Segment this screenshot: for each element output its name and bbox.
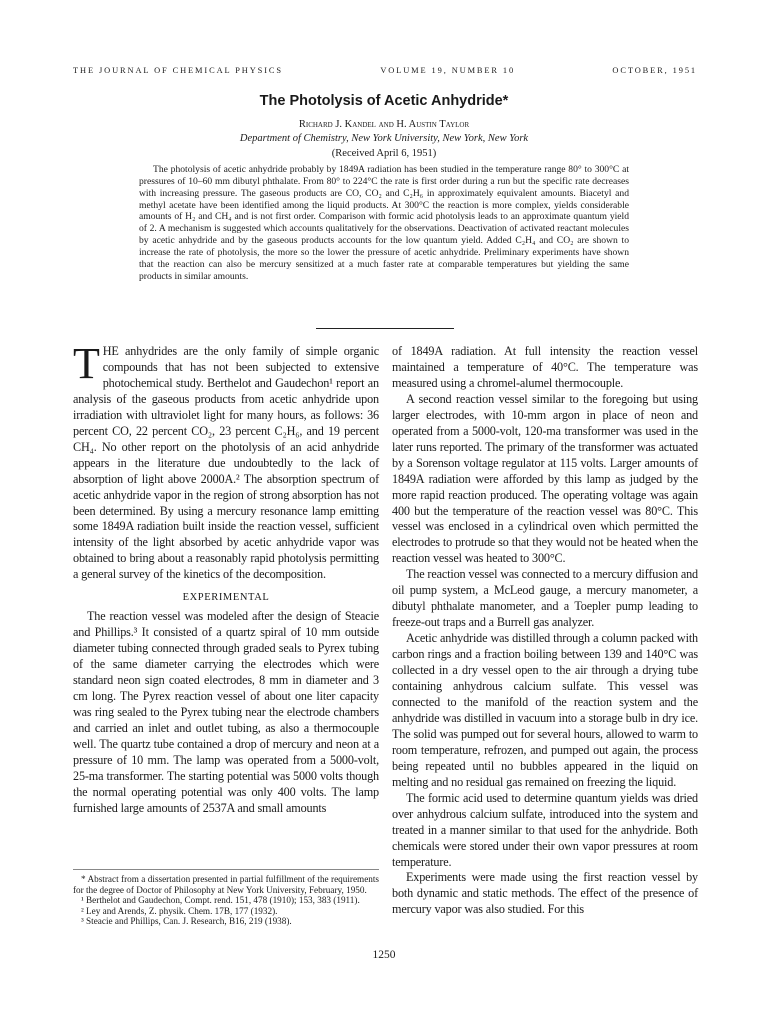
article-authors: Richard J. Kandel and H. Austin Taylor	[298, 119, 470, 130]
experimental-paragraph: The reaction vessel was modeled after the design of Steacie and Phillips.³ It consisted of a quartz spiral of 10 mm outside diameter tubing connected through graded seals to Pyrex tubing of the same diameter carrying the electrodes which were standard neon sign coated electrodes, 8 mm in diameter and 3 cm long. The Pyrex reaction vessel of about one liter capacity was ring sealed to the Pyrex tubing near the electrode chambers and carried an inlet and outlet tubing, as also a thermocouple well. The quartz tube contained a drop of mercury and neon at a pressure of 10 mm. The lamp was operated from a 5000-volt, 25-ma transformer. The starting potential was 5000 volts though the normal operating potential was only 400 volts. The lamp furnished large amounts of 2537A and small amounts	[73, 609, 379, 815]
footnote-1: ¹ Berthelot and Gaudechon, Compt. rend. 151, 478 (1910); 153, 383 (1911).	[81, 895, 360, 905]
paragraph-anhydride-prep: Acetic anhydride was distilled through a column packed with carbon rings and a fraction boiling between 139 and 140°C was collected in a dry vessel open to the air through a drying tube containing anhydrous calcium sulfate. This vessel was connected to the manifold of the reaction system and the anhydride was distilled in vacuum into a storage bulb in dry ice. The solid was pumped out for several hours, allowed to warm to room temperature, refrozen, and pumped out again, the process being repeated until no bubbles appeared in the liquid on melting and no residual gas remained on freezing the liquid.	[392, 631, 698, 789]
drop-cap: T	[73, 339, 100, 388]
intro-paragraph	[73, 339, 379, 583]
page-number: 1250	[372, 949, 396, 961]
article-title: The Photolysis of Acetic Anhydride*	[259, 93, 509, 109]
paragraph-pump-system: The reaction vessel was connected to a mercury diffusion and oil pump system, a McLeod gauge, a mercury manometer, a dibutyl phthalate manometer, and a Toepler pump leading to freeze-out traps and a Burrell gas analyzer.	[392, 567, 698, 630]
left-column	[73, 339, 379, 817]
footnote-3: ³ Steacie and Phillips, Can. J. Research, B16, 219 (1938).	[81, 916, 292, 926]
paragraph-continued: of 1849A radiation. At full intensity the reaction vessel maintained a temperature of 40°C. The temperature was measured using a chromel-alumel thermocouple.	[392, 344, 698, 390]
footnote-rule	[73, 869, 379, 870]
paragraph-formic-acid: The formic acid used to determine quantum yields was dried over anhydrous calcium sulfate, introduced into the system and treated in a manner similar to that used for the anhydride. Both chemicals were stored under their own vapor pressures at room temperature.	[392, 790, 698, 869]
section-divider	[316, 328, 454, 329]
paragraph-experiments: Experiments were made using the first reaction vessel by both dynamic and static methods. The effect of the presence of mercury vapor was also studied. For this	[392, 870, 698, 917]
running-head	[73, 66, 697, 75]
journal-name: THE JOURNAL OF CHEMICAL PHYSICS	[73, 66, 283, 75]
intro-text: HE anhydrides are the only family of simple organic compounds that has not been subjected to extensive photochemical study. Berthelot and Gaudechon¹ report an analysis of the gaseous products from acetic anhydride upon irradiation with ultraviolet light for many hours, as follows: 36 percent CO, 22 percent CO₂, 23 percent C₂H₆, and 19 percent CH₄. No other report on the photolysis of an acid anhydride appears in the literature due undoubtedly to the lack of absorption of light above 2000A.² The absorption spectrum of acetic anhydride vapor in the region of strong absorption has not been determined. By using a mercury resonance lamp emitting some 1849A radiation built inside the reaction vessel, sufficient intensity of the light absorbed by acetic anhydride vapor was obtained to bring about a reasonably rapid photolysis permitting a general survey of the kinetics of the decomposition.	[73, 344, 379, 582]
volume-number: VOLUME 19, NUMBER 10	[380, 66, 516, 75]
footnote-2: ² Ley and Arends, Z. physik. Chem. 17B, 177 (1932).	[81, 905, 278, 916]
footnotes	[73, 869, 379, 927]
received-date: (Received April 6, 1951)	[331, 148, 437, 159]
right-column	[392, 344, 698, 918]
issue-date: OCTOBER, 1951	[612, 66, 697, 75]
footnote-star: * Abstract from a dissertation presented in partial fulfillment of the requirements for the degree of Doctor of Philosophy at New York University, February, 1950.	[73, 874, 379, 895]
author-affiliation: Department of Chemistry, New York University, New York, New York	[239, 133, 529, 144]
section-heading-experimental: EXPERIMENTAL	[182, 592, 270, 604]
abstract: The photolysis of acetic anhydride probably by 1849A radiation has been studied in the temperature range 80° to 300°C at pressures of 10–60 mm dibutyl phthalate. From 80° to 224°C the rate is first order during a run but the specific rate decreases with increasing pressure. The gaseous products are CO, CO₂ and C₂H₆ in approximately equivalent amounts. Biacetyl and methyl acetate have been identified among the liquid products. At 300°C the reaction is more complex, yields considerable amounts of H₂ and CH₄ and is not first order. Comparison with formic acid photolysis leads to an approximate quantum yield of 2. A mechanism is suggested which accounts qualitatively for the observations. Deactivation of activated reactant molecules by acetic anhydride and by the gaseous products accounts for the low quantum yield. Added C₂H₄ and CO₂ are shown to increase the rate of photolysis, the more so the lower the pressure of acetic anhydride. Preliminary experiments have shown that the reaction can also be mercury sensitized at a much faster rate at comparable temperatures but yielding the same products in similar amounts.	[139, 164, 629, 282]
paragraph-second-vessel: A second reaction vessel similar to the foregoing but using larger electrodes, with 10-mm argon in place of neon and operated from a 5000-volt, 120-ma transformer was used in the later runs reported. The primary of the transformer was actuated by a Sorenson voltage regulator at 115 volts. Larger amounts of 1849A radiation were afforded by this lamp as judged by the more rapid reaction produced. The operating voltage was again 400 but the temperature of the reaction vessel was 80°C. This vessel was enclosed in a cylindrical oven which permitted the electrodes to protrude so that they would not be heated when the reaction vessel was heated to 300°C.	[392, 391, 698, 566]
